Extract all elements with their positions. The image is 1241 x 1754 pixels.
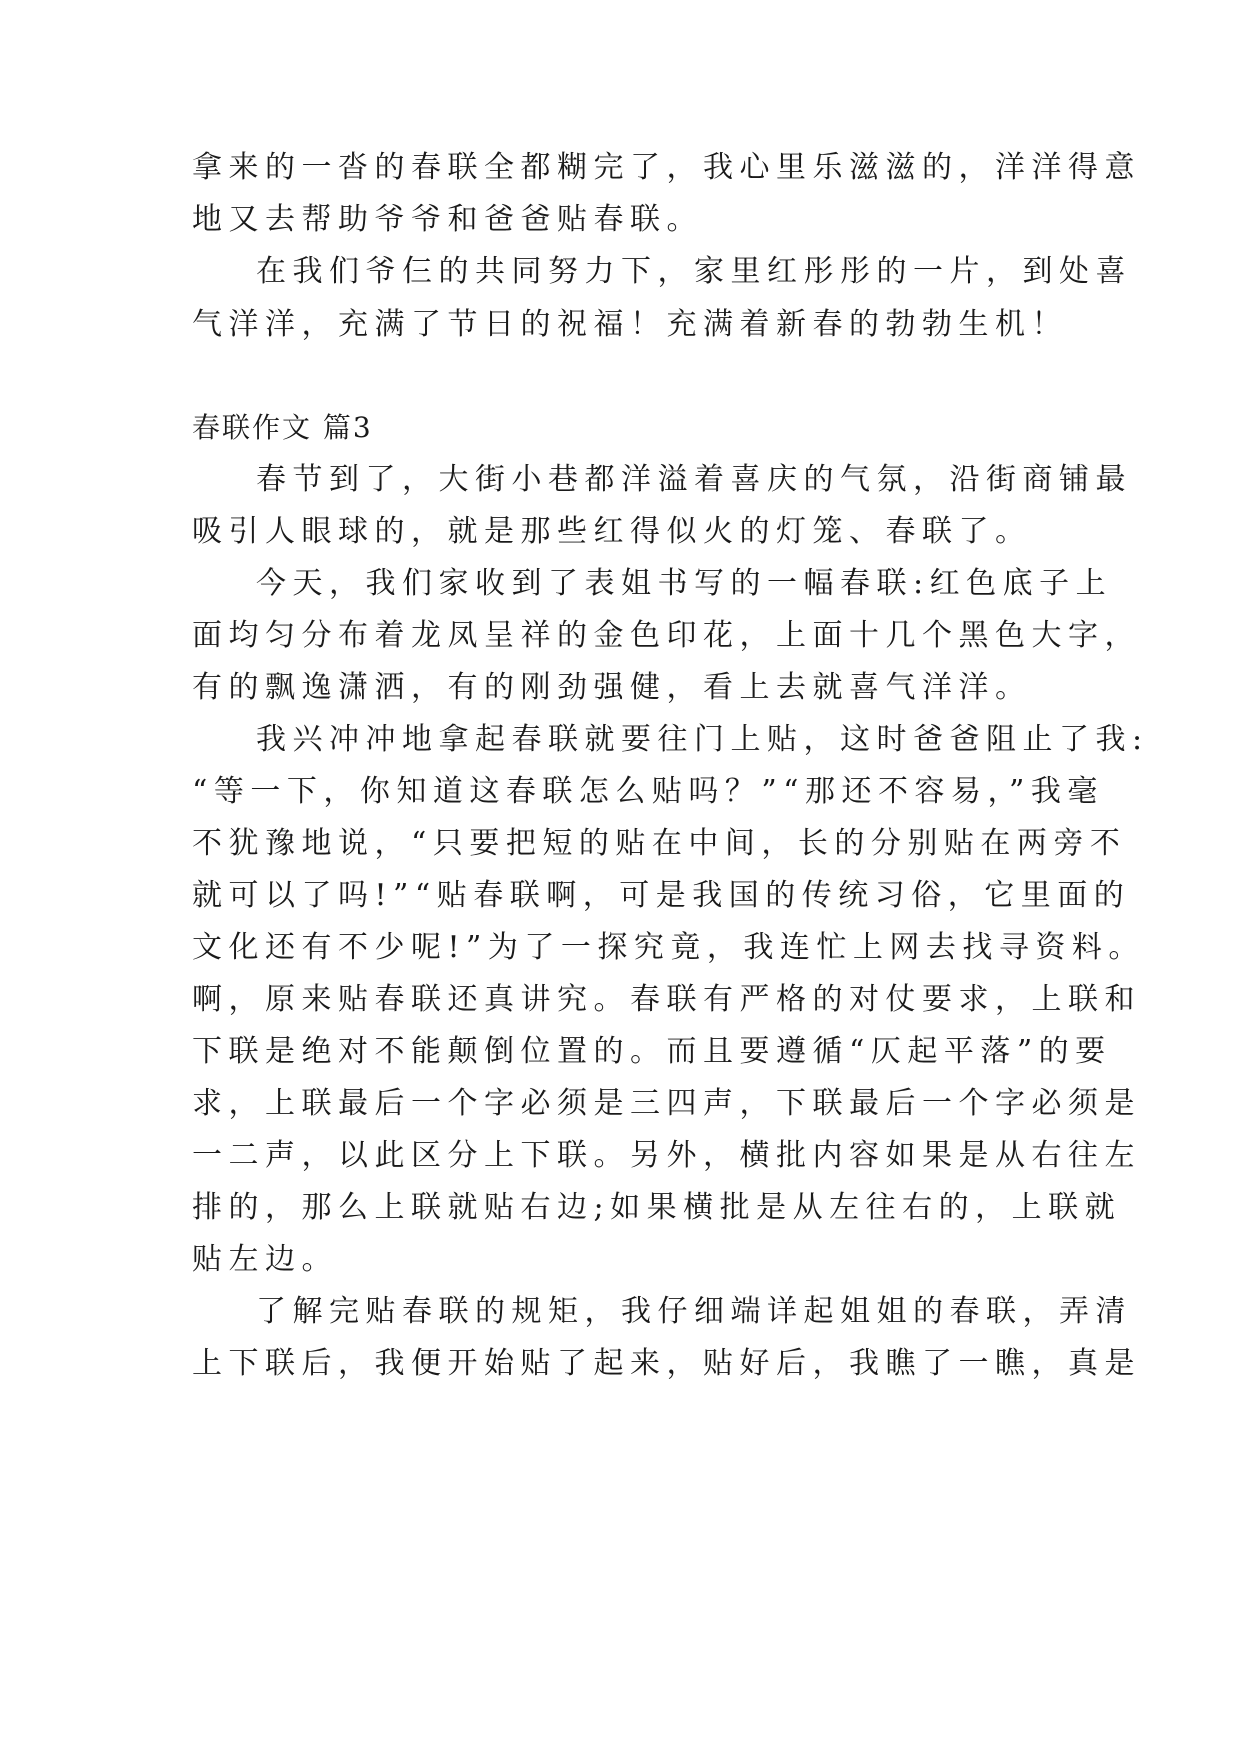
section-heading: 春联作文 篇3 — [192, 411, 373, 444]
paragraph-4-line-2: 面均匀分布着龙凤呈祥的金色印花，上面十几个黑色大字， — [192, 618, 1141, 653]
paragraph-1-line-1: 拿来的一沓的春联全都糊完了，我心里乐滋滋的，洋洋得意 — [192, 150, 1141, 185]
paragraph-4-line-3: 有的飘逸潇洒，有的刚劲强健，看上去就喜气洋洋。 — [192, 670, 1032, 705]
paragraph-5-line-4: 就可以了吗!”“贴春联啊，可是我国的传统习俗，它里面的 — [192, 878, 1131, 913]
paragraph-4-line-1: 今天，我们家收到了表姐书写的一幅春联:红色底子上 — [256, 566, 1113, 601]
paragraph-5-line-1: 我兴冲冲地拿起春联就要往门上贴，这时爸爸阻止了我: — [256, 722, 1149, 757]
paragraph-1-line-2: 地又去帮助爷爷和爸爸贴春联。 — [192, 202, 703, 237]
paragraph-5-line-8: 求，上联最后一个字必须是三四声，下联最后一个字必须是 — [192, 1086, 1141, 1121]
paragraph-5-line-11: 贴左边。 — [192, 1242, 338, 1277]
paragraph-2-line-1: 在我们爷仨的共同努力下，家里红彤彤的一片，到处喜 — [256, 254, 1132, 289]
paragraph-2-line-2: 气洋洋，充满了节日的祝福！充满着新春的勃勃生机！ — [192, 307, 1068, 342]
paragraph-6-line-2: 上下联后，我便开始贴了起来，贴好后，我瞧了一瞧，真是 — [192, 1346, 1141, 1381]
paragraph-5-line-3: 不犹豫地说，“只要把短的贴在中间，长的分别贴在两旁不 — [192, 826, 1127, 861]
paragraph-3-line-1: 春节到了，大街小巷都洋溢着喜庆的气氛，沿街商铺最 — [256, 462, 1132, 497]
paragraph-5-line-10: 排的，那么上联就贴右边;如果横批是从左往右的，上联就 — [192, 1190, 1122, 1225]
paragraph-5-line-2: “等一下，你知道这春联怎么贴吗？”“那还不容易，”我毫 — [192, 774, 1104, 809]
paragraph-5-line-9: 一二声，以此区分上下联。另外，横批内容如果是从右往左 — [192, 1138, 1141, 1173]
document-page — [192, 0, 1149, 1754]
paragraph-6-line-1: 了解完贴春联的规矩，我仔细端详起姐姐的春联，弄清 — [256, 1294, 1132, 1329]
paragraph-3-line-2: 吸引人眼球的，就是那些红得似火的灯笼、春联了。 — [192, 514, 1032, 549]
paragraph-5-line-6: 啊，原来贴春联还真讲究。春联有严格的对仗要求，上联和 — [192, 982, 1141, 1017]
paragraph-5-line-5: 文化还有不少呢!”为了一探究竟，我连忙上网去找寻资料。 — [192, 930, 1145, 965]
paragraph-5-line-7: 下联是绝对不能颠倒位置的。而且要遵循“仄起平落”的要 — [192, 1034, 1112, 1069]
